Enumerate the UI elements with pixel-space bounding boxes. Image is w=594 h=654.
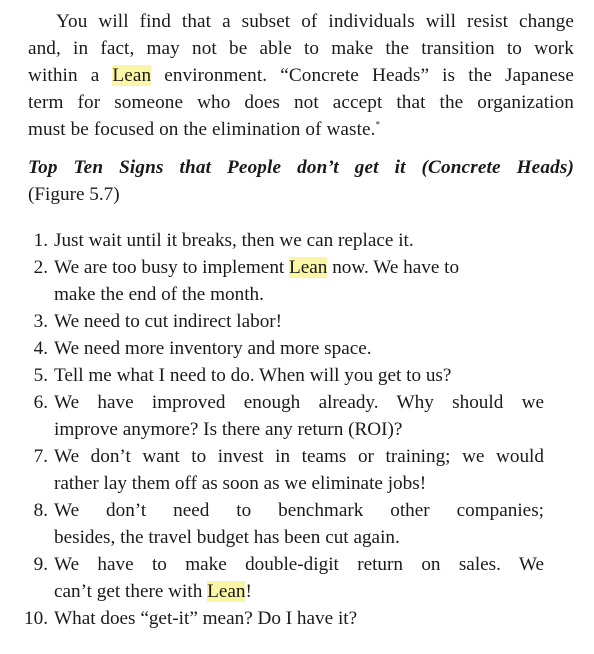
list-item-text-continued: make the end of the month. [54,284,264,305]
intro-line-4: term for someone who does not accept that the organization [28,92,574,113]
list-item-text-post: ! [245,581,252,602]
list-item-text-post: now. We have to [327,257,460,278]
footnote-marker: * [375,119,381,130]
list-item [14,605,544,632]
list-item [14,497,544,551]
section-heading: Top Ten Signs that People don’t get it (Concrete Heads) [28,157,574,178]
list-item-text-continued [54,578,544,605]
list-item-text [54,254,544,281]
list-item [14,389,544,443]
document-page [28,8,574,208]
list-item-text-continued: rather lay them off as soon as we eliminate jobs! [54,473,427,494]
list-item-text-pre: can’t get there with [54,581,208,602]
list-item-number: 5. [33,365,48,386]
intro-line-3-pre: within a [28,65,113,86]
intro-line-5-text: must be focused on the elimination of waste. [28,119,376,140]
list-item [14,254,544,308]
list-item [14,362,544,389]
list-item-number: 4. [33,338,48,359]
highlighted-term: Lean [112,65,152,86]
list-item-text: We have improved enough already. Why should we [54,392,544,413]
list-item-number: 9. [33,554,48,575]
intro-line-1: You will find that a subset of individuals will resist change [56,11,574,32]
list-item-text: We have to make double-digit return on sales. We [54,554,544,575]
list-item-number: 6. [33,392,48,413]
top-ten-signs-list [14,227,544,632]
list-item-number: 3. [33,311,48,332]
list-item [14,335,544,362]
list-item-text: We need more inventory and more space. [54,338,372,359]
list-item-text: Just wait until it breaks, then we can replace it. [54,230,414,251]
list-item-number: 8. [33,500,48,521]
intro-paragraph [28,8,574,143]
intro-line-3-post: environment. “Concrete Heads” is the Japanese [151,65,574,86]
list-item [14,308,544,335]
highlighted-term: Lean [289,257,328,278]
list-item-text: We need to cut indirect labor! [54,311,283,332]
list-item-text: We don’t need to benchmark other companies; [54,500,544,521]
list-item [14,443,544,497]
list-item [14,227,544,254]
list-item-text: What does “get-it” mean? Do I have it? [54,608,358,629]
list-item-text-continued: improve anymore? Is there any return (ROI)? [54,419,403,440]
list-item-number: 10. [24,608,48,629]
list-item-text-pre: We are too busy to implement [54,257,290,278]
list-item-number: 2. [33,257,48,278]
highlighted-term: Lean [207,581,246,602]
intro-line-3 [28,62,574,89]
figure-reference: (Figure 5.7) [28,184,120,205]
list-item-number: 7. [33,446,48,467]
list-item-text: Tell me what I need to do. When will you get to us? [54,365,452,386]
list-item-text-continued: besides, the travel budget has been cut again. [54,527,400,548]
list-item-number: 1. [33,230,48,251]
intro-line-5 [28,116,574,143]
list-item-text: We don’t want to invest in teams or training; we would [54,446,544,467]
intro-line-2: and, in fact, may not be able to make the transition to work [28,38,574,59]
list-item [14,551,544,605]
